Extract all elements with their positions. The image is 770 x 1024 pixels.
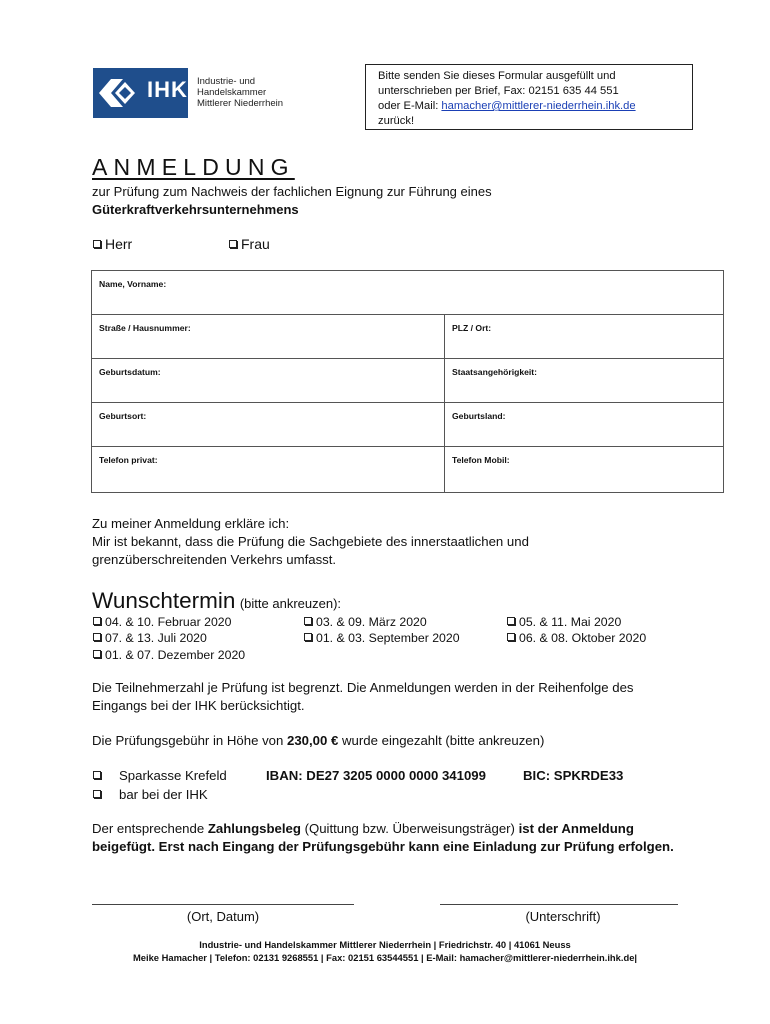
date-option[interactable] [507,631,646,647]
receipt-paragraph [92,820,732,856]
notice-line2: unterschrieben per Brief, Fax: 02151 635 44 551 [378,85,619,97]
fee-suffix: wurde eingezahlt (bitte ankreuzen) [338,733,545,748]
limit-paragraph [92,679,634,715]
checkbox-icon[interactable] [93,617,101,625]
date-label: 01. & 07. Dezember 2020 [105,648,246,662]
limit-line2: Eingangs bei der IHK berücksichtigt. [92,698,305,713]
notice-line4: zurück! [378,115,415,127]
field-staat-label: Staatsangehörigkeit: [452,367,538,377]
receipt-line2: beigefügt. Erst nach Eingang der Prüfungsgebühr kann eine Einladung zur Prüfung erfolgen. [92,839,674,854]
checkbox-frau[interactable] [229,236,270,252]
date-label: 04. & 10. Februar 2020 [105,615,232,629]
label-herr: Herr [105,236,133,252]
signature-label-ort-datum: (Ort, Datum) [186,909,260,924]
logo-subtitle [197,76,323,109]
date-option[interactable] [93,648,245,664]
label-frau: Frau [241,236,270,252]
signature-line-right[interactable] [440,904,678,905]
subtitle [92,183,492,219]
bank-name: Sparkasse Krefeld [119,768,227,783]
field-strasse[interactable] [92,315,445,359]
checkbox-icon[interactable] [93,771,101,779]
signature-label-unterschrift: (Unterschrift) [525,909,601,924]
notice-line3 [378,99,680,114]
field-strasse-label: Straße / Hausnummer: [99,323,191,333]
checkbox-herr[interactable] [93,236,132,252]
declaration-line1: Zu meiner Anmeldung erkläre ich: [92,516,290,531]
page-title: ANMELDUNG [92,154,295,180]
fee-amount: 230,00 € [287,733,339,748]
bank-iban: IBAN: DE27 3205 0000 0000 341099 [266,768,486,783]
signature-line-left[interactable] [92,904,354,905]
date-option[interactable] [93,631,207,647]
field-geburtsdatum-label: Geburtsdatum: [99,367,161,377]
bank-bic: BIC: SPKRDE33 [523,768,624,783]
date-label: 01. & 03. September 2020 [316,631,460,645]
field-geburtsort-label: Geburtsort: [99,411,147,421]
date-label: 07. & 13. Juli 2020 [105,631,207,645]
checkbox-icon[interactable] [93,633,101,641]
date-option[interactable] [93,615,231,631]
checkbox-icon[interactable] [507,633,515,641]
field-name[interactable] [92,271,724,315]
field-telefon[interactable] [92,447,445,493]
payment-option-cash[interactable] [93,786,105,804]
personal-data-table [91,270,724,493]
notice-email-link[interactable]: hamacher@mittlerer-niederrhein.ihk.de [441,100,636,112]
logo-ihk-text: IHK [147,77,188,102]
field-geburtsland[interactable] [445,403,724,447]
field-mobil[interactable] [445,447,724,493]
footer-line2: Meike Hamacher | Telefon: 02131 9268551 | Fax: 02151 63544551 | E-Mail: hamacher@mittlerer-niederrhein.ihk.de| [132,952,638,963]
checkbox-icon[interactable] [93,790,101,798]
field-plz[interactable] [445,315,724,359]
checkbox-icon[interactable] [93,650,101,658]
field-geburtsort[interactable] [92,403,445,447]
payment-option-bank[interactable] [93,767,105,785]
fee-paragraph [92,732,544,750]
notice-line1: Bitte senden Sie dieses Formular ausgefüllt und [378,70,616,82]
checkbox-icon[interactable] [93,240,101,248]
subtitle-line1: zur Prüfung zum Nachweis der fachlichen Eignung zur Führung eines [92,184,492,199]
wunschtermin-title: Wunschtermin [92,588,236,613]
wunschtermin-heading [92,588,341,614]
notice-email-prefix: oder E-Mail: [378,100,442,112]
field-name-label: Name, Vorname: [99,279,167,289]
footer-line1: Industrie- und Handelskammer Mittlerer Niederrhein | Friedrichstr. 40 | 41061 Neuss [199,939,571,950]
declaration-line3: grenzüberschreitenden Verkehrs umfasst. [92,552,337,567]
logo-subtitle-line2: Mittlerer Niederrhein [197,98,284,109]
field-geburtsdatum[interactable] [92,359,445,403]
declaration-line2: Mir ist bekannt, dass die Prüfung die Sachgebiete des innerstaatlichen und [92,534,529,549]
field-geburtsland-label: Geburtsland: [452,411,506,421]
date-option[interactable] [304,631,460,647]
checkbox-icon[interactable] [507,617,515,625]
declaration [92,515,529,569]
limit-line1: Die Teilnehmerzahl je Prüfung ist begrenzt. Die Anmeldungen werden in der Reihenfolge des [92,680,634,695]
cash-label: bar bei der IHK [119,787,208,802]
date-label: 05. & 11. Mai 2020 [519,615,622,629]
subtitle-line2: Güterkraftverkehrsunternehmens [92,202,299,217]
checkbox-icon[interactable] [304,617,312,625]
field-staat[interactable] [445,359,724,403]
fee-prefix: Die Prüfungsgebühr in Höhe von [92,733,288,748]
footer [0,938,770,964]
date-label: 03. & 09. März 2020 [316,615,427,629]
field-telefon-label: Telefon privat: [99,455,158,465]
date-label: 06. & 08. Oktober 2020 [519,631,647,645]
date-option[interactable] [507,615,621,631]
ihk-logo [93,68,323,118]
field-mobil-label: Telefon Mobil: [452,455,510,465]
receipt-line1: Der entsprechende Zahlungsbeleg (Quittung bzw. Überweisungsträger) ist der Anmeldung [92,821,634,836]
field-plz-label: PLZ / Ort: [452,323,492,333]
wunschtermin-hint: (bitte ankreuzen): [239,596,342,611]
logo-subtitle-line1: Industrie- und Handelskammer [197,76,267,98]
checkbox-icon[interactable] [304,633,312,641]
checkbox-icon[interactable] [229,240,237,248]
date-option[interactable] [304,615,427,631]
notice-box [365,64,693,130]
